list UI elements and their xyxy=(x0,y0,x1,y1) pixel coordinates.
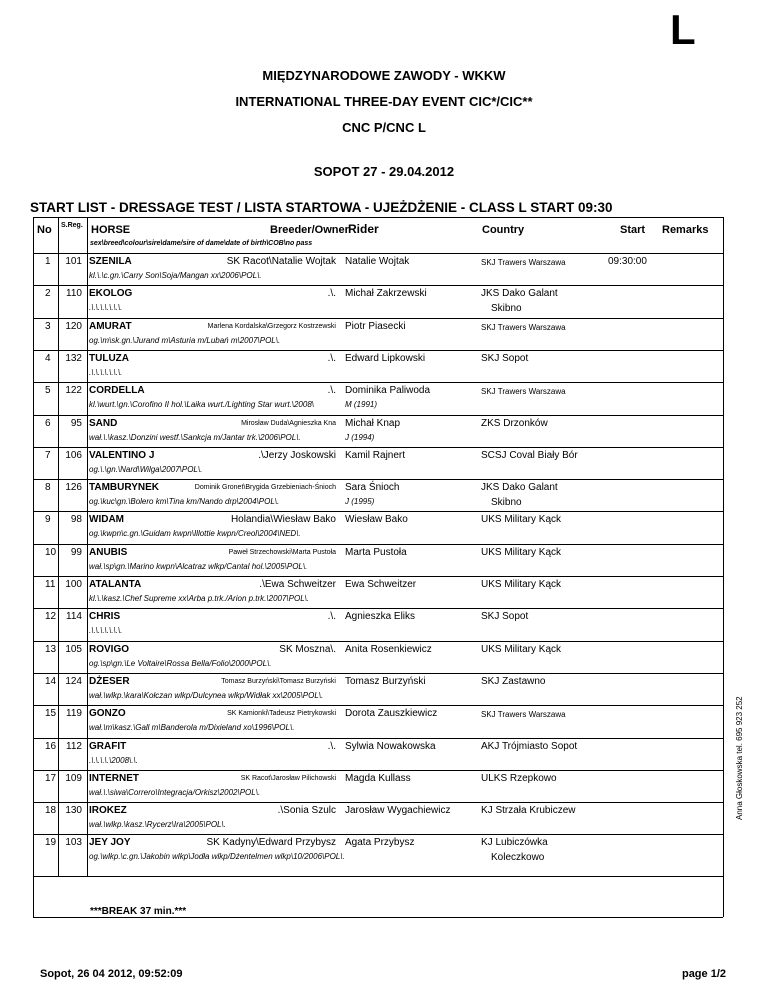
country-club: JKS Dako Galant xyxy=(481,482,558,494)
row-sreg: 122 xyxy=(65,385,82,397)
breeder-owner: .\Jerzy Joskowski xyxy=(258,449,336,461)
table-row xyxy=(33,447,723,478)
row-no: 13 xyxy=(45,643,57,655)
breeder-owner: SK Racot\Jarosław Pilichowski xyxy=(240,774,336,782)
horse-name: INTERNET xyxy=(89,772,139,784)
row-no: 14 xyxy=(45,675,57,687)
row-no: 6 xyxy=(45,417,51,429)
row-sreg: 112 xyxy=(66,740,82,752)
row-no: 2 xyxy=(45,288,51,300)
rider-name: Wiesław Bako xyxy=(345,514,408,526)
event-title-pl: MIĘDZYNARODOWE ZAWODY - WKKW xyxy=(262,68,506,83)
horse-name: VALENTINO J xyxy=(89,449,155,461)
horse-name: ANUBIS xyxy=(89,546,128,558)
horse-name: JEY JOY xyxy=(89,837,131,849)
table-row xyxy=(33,415,723,446)
row-no: 7 xyxy=(45,449,51,461)
table-row xyxy=(33,770,723,801)
col-sreg: S.Reg. xyxy=(61,222,83,229)
class-letter: L xyxy=(670,6,696,53)
breeder-owner: Marlena Kordalska\Grzegorz Kostrzewski xyxy=(207,322,336,330)
breeder-owner: .\. xyxy=(327,611,336,623)
table-row xyxy=(33,802,723,833)
table-row xyxy=(33,834,723,865)
horse-details: wał.\.\kasz.\Donzini westf.\Sankcja m/Jantar trk.\2006\POL\. xyxy=(89,432,301,442)
table-row xyxy=(33,608,723,639)
footer-date: Sopot, 26 04 2012, 09:52:09 xyxy=(40,968,183,980)
table-row xyxy=(33,673,723,704)
rider-name: Jarosław Wygachiewicz xyxy=(345,805,451,817)
rider-name: Magda Kullass xyxy=(345,772,411,784)
col-subheader: sex\breed\colour\sire\dame/sire of dame\date of birth\COB\no pass xyxy=(90,240,313,247)
country-club: KJ Strzała Krubiczew xyxy=(481,805,576,817)
row-sreg: 101 xyxy=(65,256,82,267)
row-sreg: 114 xyxy=(66,611,82,623)
rider-name: Agnieszka Eliks xyxy=(345,611,416,623)
table-row xyxy=(33,350,723,381)
horse-details: wał.\m\kasz.\Gall m\Banderola m/Dixieland xo\1996\POL\. xyxy=(89,723,295,733)
rider-name: Dorota Zauszkiewicz xyxy=(345,708,438,720)
horse-name: IROKEZ xyxy=(89,805,127,817)
table-row xyxy=(33,738,723,769)
table-row xyxy=(33,705,723,736)
start-list-title: START LIST - DRESSAGE TEST / LISTA STARTOWA - UJEŻDŻENIE - CLASS L START 09:30 xyxy=(30,200,613,215)
start-time: 09:30:00 xyxy=(608,256,647,267)
row-sreg: 110 xyxy=(66,288,82,300)
row-no: 19 xyxy=(45,837,57,849)
row-no: 18 xyxy=(45,805,57,817)
country-club: JKS Dako Galant xyxy=(481,288,558,300)
breeder-owner: SK Moszna\. xyxy=(279,643,336,655)
horse-name: ROVIGO xyxy=(89,643,130,655)
rider-name: Sylwia Nowakowska xyxy=(345,740,436,752)
club-location: Skibno xyxy=(491,303,522,315)
table-row xyxy=(33,511,723,542)
country-club: ZKS Drzonków xyxy=(481,417,548,429)
country-club: AKJ Trójmiasto Sopot xyxy=(481,740,578,752)
event-classes: CNC P/CNC L xyxy=(342,120,426,135)
club-location: Skibno xyxy=(491,497,522,509)
table-row xyxy=(33,318,723,349)
horse-name: GRAFIT xyxy=(89,740,127,752)
rider-category: M (1991) xyxy=(345,400,378,410)
horse-details: wał.\wlkp.\kasz.\Rycerz\Ira\2005\POL\. xyxy=(89,820,226,830)
horse-name: DŻESER xyxy=(89,675,130,687)
row-no: 10 xyxy=(45,546,57,558)
row-sreg: 124 xyxy=(65,675,82,687)
rider-name: Sara Śnioch xyxy=(345,482,400,494)
col-breeder: Breeder/Owner xyxy=(270,224,349,236)
horse-details: .\.\.\.\.\.\.\. xyxy=(89,303,123,313)
horse-details: wał.\sp\gn.\Marino kwpn\Alcatraz wlkp/Cantal hol.\2005\POL\. xyxy=(89,561,308,571)
row-no: 12 xyxy=(45,611,57,623)
country-club: SKJ Zastawno xyxy=(481,675,546,687)
breeder-owner: Dominik Gronet\Brygida Grzebieniach-Śnioch xyxy=(194,484,336,492)
table-row xyxy=(33,544,723,575)
breeder-owner: .\. xyxy=(327,740,336,752)
breeder-owner: .\Ewa Schweitzer xyxy=(259,579,336,590)
table-row xyxy=(33,576,723,607)
horse-details: kl.\wurt.\gn.\Corofino II hol.\Laika wurt./Lighting Star wurt.\2008\ xyxy=(89,400,314,410)
rider-name: Agata Przybysz xyxy=(345,837,415,849)
horse-details: kl.\.\c.gn.\Carry Son\Soja/Mangan xx\2006\POL\. xyxy=(89,271,262,280)
breeder-owner: .\. xyxy=(327,288,336,300)
row-sreg: 106 xyxy=(65,449,82,461)
rider-name: Piotr Piasecki xyxy=(345,320,406,332)
rider-name: Ewa Schweitzer xyxy=(345,579,417,590)
breeder-owner: Mirosław Duda\Agnieszka Kna xyxy=(241,419,336,427)
horse-details: og.\m\sk.gn.\Jurand m\Asturia m/Lubań m\2007\POL\. xyxy=(89,335,281,345)
horse-name: AMURAT xyxy=(89,320,132,332)
country-club: UKS Military Kąck xyxy=(481,643,562,655)
horse-details: og.\.\gn.\Nard\Wilga\2007\POL\. xyxy=(89,464,203,474)
breeder-owner: SK Racot\Natalie Wojtak xyxy=(226,256,336,267)
breeder-owner: .\. xyxy=(327,352,336,364)
country-club: UKS Military Kąck xyxy=(481,546,562,558)
breeder-owner: SK Kamionki\Tadeusz Pietrykowski xyxy=(227,710,336,718)
row-sreg: 100 xyxy=(65,579,82,590)
row-no: 8 xyxy=(45,482,51,494)
rider-name: Anita Rosenkiewicz xyxy=(345,643,432,655)
country-club: UKS Military Kąck xyxy=(481,579,562,590)
col-remarks: Remarks xyxy=(662,224,709,236)
col-horse: HORSE xyxy=(91,224,131,236)
club-location: Koleczkowo xyxy=(491,852,545,864)
row-no: 5 xyxy=(45,385,51,397)
horse-details: .\.\.\.\.\.\.\. xyxy=(89,626,123,636)
horse-details: og.\sp\gn.\Le Voltaire\Rossa Bella/Folio\2000\POL\. xyxy=(89,658,272,668)
horse-details: kl.\.\kasz.\Chef Supreme xx\Arba p.trk./Arion p.trk.\2007\POL\. xyxy=(89,594,310,603)
row-no: 4 xyxy=(45,352,51,364)
country-club: SKJ Trawers Warszawa xyxy=(481,710,566,720)
row-sreg: 105 xyxy=(65,643,82,655)
col-start: Start xyxy=(620,224,646,236)
horse-name: TULUZA xyxy=(89,352,129,364)
rider-name: Dominika Paliwoda xyxy=(345,385,431,397)
break-note: ***BREAK 37 min.*** xyxy=(90,906,187,917)
horse-details: .\.\.\.\.\2008\.\. xyxy=(89,755,138,765)
horse-details: og.\wlkp.\c.gn.\Jakobin wlkp\Jodła wlkp/Dżentelmen wlkp\10/2006\POL\. xyxy=(89,852,345,862)
row-sreg: 95 xyxy=(70,417,82,429)
country-club: SKJ Sopot xyxy=(481,352,529,364)
rider-name: Marta Pustoła xyxy=(345,546,407,558)
table-row xyxy=(33,253,723,284)
row-sreg: 98 xyxy=(70,514,82,526)
horse-details: .\.\.\.\.\.\.\. xyxy=(89,367,123,377)
country-club: SKJ Sopot xyxy=(481,611,529,623)
row-no: 15 xyxy=(45,708,57,720)
breeder-owner: Holandia\Wiesław Bako xyxy=(230,514,336,526)
row-no: 3 xyxy=(45,320,51,332)
table-row xyxy=(33,285,723,316)
country-club: ULKS Rzepkowo xyxy=(481,772,557,784)
event-date: SOPOT 27 - 29.04.2012 xyxy=(313,164,455,179)
col-country: Country xyxy=(482,224,525,236)
horse-details: og.\kuc\gn.\Bolero km\Tina km/Nando drp\2004\POL\. xyxy=(89,497,280,507)
row-sreg: 132 xyxy=(65,352,82,364)
row-sreg: 119 xyxy=(66,708,82,720)
row-sreg: 103 xyxy=(65,837,82,849)
rider-name: Kamil Rajnert xyxy=(345,449,406,461)
row-sreg: 120 xyxy=(65,320,82,332)
horse-details: wał.\wlkp.\kara\Kołczan wlkp/Dulcynea wlkp/Widłak xx\2005\POL\. xyxy=(89,690,324,700)
row-no: 11 xyxy=(45,579,56,590)
row-sreg: 130 xyxy=(65,805,82,817)
breeder-owner: Tomasz Burzyński\Tomasz Burzyński xyxy=(221,677,336,685)
horse-name: SAND xyxy=(89,417,118,429)
rider-name: Natalie Wojtak xyxy=(345,256,410,267)
horse-name: CHRIS xyxy=(89,611,121,623)
rider-name: Michał Zakrzewski xyxy=(345,288,427,300)
rider-name: Michał Knap xyxy=(345,417,401,429)
horse-details: og.\kwpn\c.gn.\Guidam kwpn\Illottie kwpn/Creol\2004\NED\. xyxy=(89,529,301,539)
horse-name: ATALANTA xyxy=(89,579,142,590)
footer-page: page 1/2 xyxy=(681,968,726,980)
row-sreg: 126 xyxy=(65,482,82,494)
breeder-owner: Paweł Strzechowski\Marta Pustoła xyxy=(228,548,336,556)
breeder-owner: SK Kadyny\Edward Przybysz xyxy=(206,837,336,849)
rider-category: J (1995) xyxy=(345,497,375,507)
horse-name: GONZO xyxy=(89,708,126,720)
country-club: SKJ Trawers Warszawa xyxy=(481,387,566,397)
rider-name: Edward Lipkowski xyxy=(345,352,426,364)
row-sreg: 99 xyxy=(70,546,82,558)
horse-name: EKOLOG xyxy=(89,288,133,300)
country-club: SKJ Trawers Warszawa xyxy=(481,258,566,267)
horse-name: CORDELLA xyxy=(89,385,145,397)
event-title-en: INTERNATIONAL THREE-DAY EVENT CIC*/CIC** xyxy=(235,94,533,109)
side-contact: Anna Głoskowska tel. 695 923 252 xyxy=(735,696,744,820)
col-no: No xyxy=(37,224,52,236)
row-no: 1 xyxy=(45,256,51,267)
breeder-owner: .\Sonia Szulc xyxy=(277,805,336,817)
row-no: 16 xyxy=(45,740,57,752)
row-no: 9 xyxy=(45,514,51,526)
rider-category: J (1994) xyxy=(345,432,375,442)
country-club: SKJ Trawers Warszawa xyxy=(481,322,566,332)
horse-details: wał.\.\siwa\Correro\Integracja/Orkisz\2002\POL\. xyxy=(89,787,261,797)
table-row xyxy=(33,382,723,413)
table-row xyxy=(33,479,723,510)
rider-name: Tomasz Burzyński xyxy=(345,675,426,687)
horse-name: TAMBURYNEK xyxy=(89,482,159,494)
horse-name: WIDAM xyxy=(89,514,124,526)
horse-name: SZENILA xyxy=(89,256,132,267)
table-row xyxy=(33,641,723,672)
country-club: SCSJ Coval Biały Bór xyxy=(481,449,578,461)
row-no: 17 xyxy=(45,772,57,784)
col-rider: Rider xyxy=(348,222,379,236)
row-sreg: 109 xyxy=(65,772,82,784)
country-club: UKS Military Kąck xyxy=(481,514,562,526)
country-club: KJ Lubiczówka xyxy=(481,837,548,849)
breeder-owner: .\. xyxy=(327,385,336,397)
